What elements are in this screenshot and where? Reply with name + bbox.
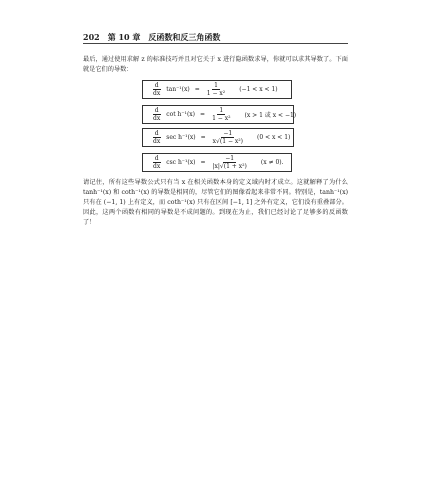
result-fraction: $\frac{-1}{\text{|x|√(1 + x²)}}$: [212, 155, 247, 170]
function-expression: cot h⁻¹(x): [166, 111, 196, 118]
page-number: 202: [83, 32, 100, 42]
domain-condition: (x ≠ 0).: [260, 159, 284, 166]
domain-condition: (x > 1 或 x < −1): [244, 112, 297, 119]
intro-paragraph: 最后，通过使用求解 z 的标准技巧并且对它关于 x 进行隐函数求导，你就可以求其导数了。下面就是它们的导数：: [83, 56, 348, 73]
function-expression: csc h⁻¹(x): [166, 159, 196, 166]
domain-condition: (0 < x < 1): [257, 134, 291, 141]
header-rule: [83, 43, 348, 44]
page-header: [83, 32, 343, 43]
formula-coth-derivative: $\frac{d}{dx}$ cot h⁻¹(x) = $\frac{1}{\text{1 − x²}}$ (x > 1 或 x < −1): [142, 105, 294, 124]
result-fraction: $\frac{-1}{\text{x√(1 − x²)}}$: [212, 130, 244, 145]
derivative-operator: $\frac{d}{dx}$: [153, 155, 161, 170]
domain-condition: (−1 < x < 1): [239, 86, 278, 93]
derivative-operator: $\frac{d}{dx}$: [153, 82, 161, 97]
derivative-operator: $\frac{d}{dx}$: [153, 130, 161, 145]
function-expression: sec h⁻¹(x): [166, 134, 196, 141]
chapter-label: 第 10 章: [107, 32, 141, 42]
function-expression: tan⁻¹(x): [166, 86, 190, 93]
formula-tanh-derivative: $\frac{d}{dx}$ tan⁻¹(x) = $\frac{1}{\text{1 − x²}}$ (−1 < x < 1): [142, 80, 292, 99]
chapter-title: 反函数和反三角函数: [148, 32, 221, 42]
result-fraction: $\frac{1}{\text{1 − x²}}$: [212, 107, 231, 122]
derivative-operator: $\frac{d}{dx}$: [153, 107, 161, 122]
formula-csch-derivative: $\frac{d}{dx}$ csc h⁻¹(x) = $\frac{-1}{\text{|x|√(1 + x²)}}$ (x ≠ 0).: [142, 153, 292, 172]
closing-paragraph: 请记住，所有这些导数公式只有当 x 在相关函数本身的定义域内时才成立。这就解释了为什么 tanh⁻¹(x) 和 coth⁻¹(x) 的导数是相同的，尽管它们的图像看起来非常不同。特别是，tanh⁻¹(x) 只有在 (−1, 1) 上有定义，而 coth⁻¹(x) 只有在区间 [−1, 1] 之外有定义，它们没有重叠部分。因此，这两个函数有相同的导数是不成问题的。到现在为止，我们已经讨论了足够多的反函数了！: [83, 179, 348, 226]
result-fraction: $\frac{1}{\text{1 − x²}}$: [206, 82, 226, 97]
formula-sech-derivative: $\frac{d}{dx}$ sec h⁻¹(x) = $\frac{-1}{\text{x√(1 − x²)}}$ (0 < x < 1): [142, 128, 294, 147]
